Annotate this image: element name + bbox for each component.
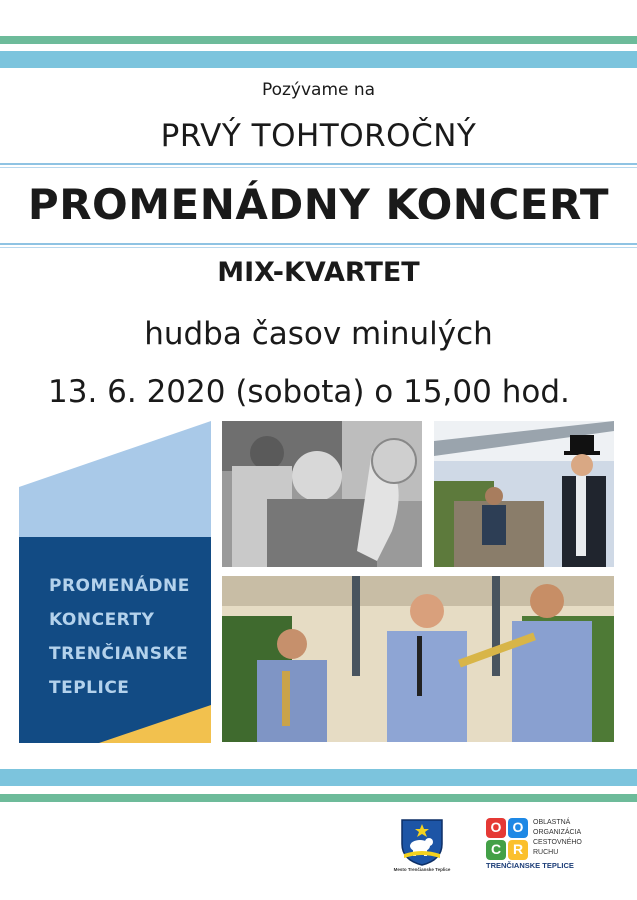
panel-line-1: PROMENÁDNE: [49, 576, 190, 596]
odcr-subtitle: TRENČIANSKE TEPLICE: [486, 861, 574, 870]
photo-singer-top-hat: [434, 421, 614, 567]
divider-top-1: [0, 163, 637, 165]
odcr-name-line-3: CESTOVNÉHO: [533, 839, 582, 846]
invite-text: Pozývame na: [261, 80, 376, 100]
odcr-letter-r: R: [512, 841, 524, 857]
top-blue-stripe: [0, 51, 637, 68]
panel-line-3: TRENČIANSKE: [49, 644, 189, 664]
panel-line-2: KONCERTY: [49, 610, 155, 630]
bottom-blue-stripe: [0, 769, 637, 786]
odcr-name-line-4: RUCHU: [533, 849, 559, 856]
bottom-green-stripe: [0, 794, 637, 802]
divider-bottom-1: [0, 243, 637, 245]
top-green-stripe: [0, 36, 637, 44]
odcr-letter-c: C: [490, 841, 502, 857]
promenade-panel: [19, 421, 211, 743]
photo-bw-musicians: [222, 421, 422, 567]
photo-band-pavilion: [222, 576, 614, 742]
band-name: MIX-KVARTET: [217, 257, 420, 288]
event-datetime: 13. 6. 2020 (sobota) o 15,00 hod.: [48, 374, 570, 410]
odcr-logo-icon: [486, 818, 626, 878]
odcr-name-line-1: OBLASTNÁ: [533, 819, 571, 826]
city-caption: Mesto Trenčianske Teplice: [393, 867, 451, 872]
odcr-letter-o1: O: [490, 819, 502, 835]
odcr-letter-o2: O: [512, 819, 524, 835]
odcr-name-line-2: ORGANIZÁCIA: [533, 829, 582, 836]
coat-of-arms-icon: [393, 818, 451, 878]
divider-top-2: [0, 167, 637, 168]
subtitle: hudba časov minulých: [144, 316, 493, 352]
divider-bottom-2: [0, 247, 637, 248]
panel-line-4: TEPLICE: [49, 678, 130, 698]
title-main: PROMENÁDNY KONCERT: [27, 180, 610, 229]
title-line-1: PRVÝ TOHTOROČNÝ: [160, 118, 477, 154]
